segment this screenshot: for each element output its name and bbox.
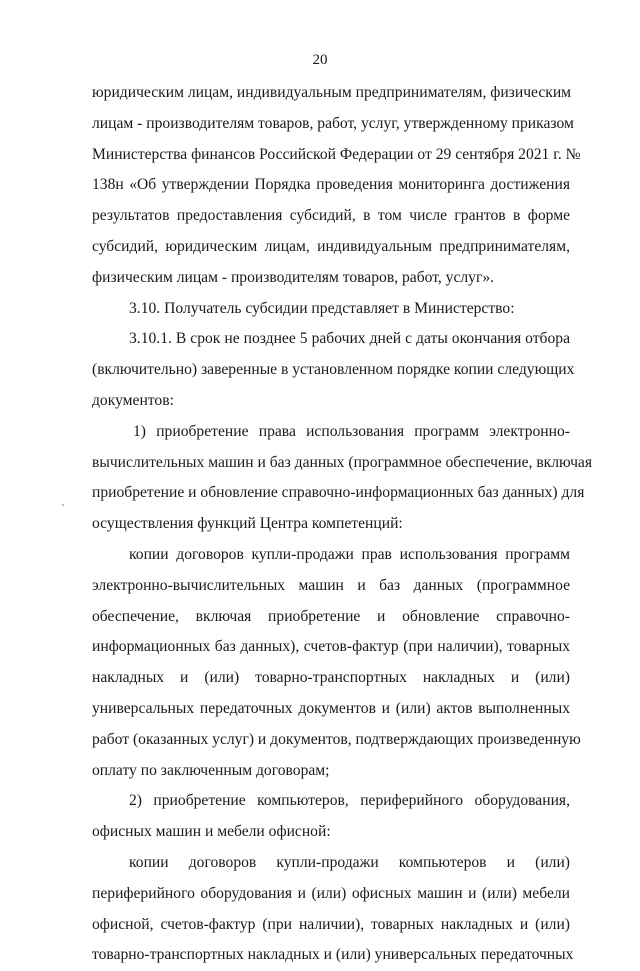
text-line: обеспечение, включая приобретение и обновление справочно-: [92, 607, 570, 625]
text-line: копии договоров купли-продажи компьютеров и (или): [129, 853, 570, 871]
text-line: вычислительных машин и баз данных (программное обеспечение, включая: [92, 453, 593, 471]
text-line: результатов предоставления субсидий, в том числе грантов в форме: [92, 207, 570, 225]
page-number: 20: [312, 52, 328, 68]
text-line: документов:: [92, 391, 174, 409]
text-line: периферийного оборудования и (или) офисных машин и (или) мебели: [92, 884, 570, 902]
text-line: офисной, счетов-фактур (при наличии), товарных накладных и (или): [92, 915, 570, 933]
text-line: приобретение и обновление справочно-информационных баз данных) для: [92, 484, 585, 502]
text-line: лицам - производителям товаров, работ, услуг, утвержденному приказом: [92, 114, 574, 132]
text-line: осуществления функций Центра компетенций:: [92, 515, 403, 533]
text-line: информационных баз данных), счетов-фактур (при наличии), товарных: [92, 638, 570, 656]
document-body: [92, 78, 593, 971]
text-line: офисных машин и мебели офисной:: [92, 823, 331, 841]
text-line: 1) приобретение права использования программ электронно-: [133, 422, 570, 440]
text-line: копии договоров купли-продажи прав использования программ: [129, 545, 570, 563]
text-line: накладных и (или) товарно-транспортных накладных и (или): [92, 669, 570, 687]
text-line: Министерства финансов Российской Федерации от 29 сентября 2021 г. №: [92, 145, 581, 163]
text-line: универсальных передаточных документов и (или) актов выполненных: [92, 699, 570, 717]
text-line: 2) приобретение компьютеров, периферийного оборудования,: [129, 792, 570, 810]
text-line: товарно-транспортных накладных и (или) универсальных передаточных: [92, 946, 574, 964]
text-line: юридическим лицам, индивидуальным предпринимателям, физическим: [92, 84, 572, 101]
text-line: оплату по заключенным договорам;: [92, 761, 330, 779]
text-line: работ (оказанных услуг) и документов, подтверждающих произведенную: [92, 730, 581, 748]
text-line: 3.10.1. В срок не позднее 5 рабочих дней с даты окончания отбора: [129, 330, 570, 348]
scan-speck: [62, 504, 64, 506]
text-line: (включительно) заверенные в установленном порядке копии следующих: [92, 361, 575, 379]
text-line: 3.10. Получатель субсидии представляет в Министерство:: [129, 299, 515, 317]
text-line: субсидий, юридическим лицам, индивидуальным предпринимателям,: [92, 237, 570, 255]
text-line: электронно-вычислительных машин и баз данных (программное: [92, 576, 570, 594]
text-line: 138н «Об утверждении Порядка проведения мониторинга достижения: [92, 176, 570, 194]
text-line: физическим лицам - производителям товаров, работ, услуг».: [92, 268, 495, 286]
